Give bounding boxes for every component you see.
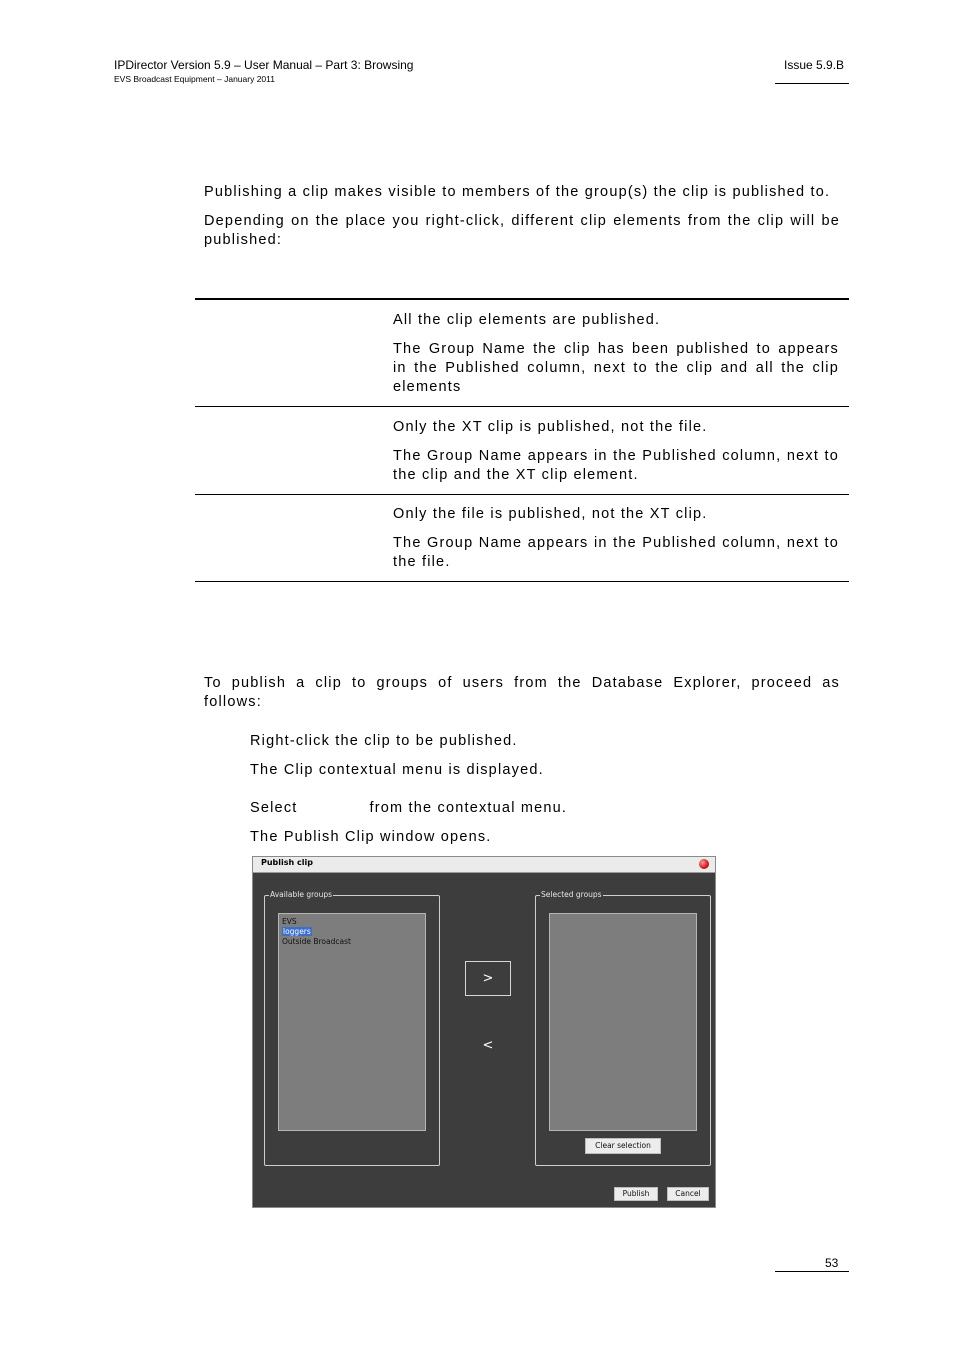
- step-1: Right-click the clip to be published.: [250, 733, 518, 749]
- step-1-result: The Clip contextual menu is displayed.: [250, 762, 544, 778]
- selected-groups-list[interactable]: [549, 913, 697, 1131]
- intro-paragraph-2: Depending on the place you right-click, different clip elements from the clip will be published:: [204, 213, 840, 248]
- publish-clip-dialog: [252, 856, 716, 1208]
- table-row-1-line-1: All the clip elements are published.: [393, 312, 661, 328]
- table-row-1-line-2: The Group Name the clip has been published to appears in the Published column, next to the clip and all the clip elements: [393, 341, 839, 395]
- dialog-title: Publish clip: [261, 858, 313, 867]
- available-groups-list[interactable]: [278, 913, 426, 1131]
- dialog-title-bar: [253, 857, 715, 873]
- available-groups-box: [264, 890, 440, 1166]
- list-item[interactable]: EVS: [282, 917, 297, 926]
- table-top-rule: [195, 298, 849, 300]
- close-icon[interactable]: [699, 859, 709, 869]
- list-item[interactable]: Outside Broadcast: [282, 937, 351, 946]
- intro-paragraph-1: Publishing a clip makes visible to members of the group(s) the clip is published to.: [204, 184, 831, 200]
- procedure-intro: To publish a clip to groups of users from the Database Explorer, proceed as follows:: [204, 675, 840, 710]
- page-number: 53: [825, 1256, 839, 1270]
- header-rule: [775, 83, 849, 84]
- publish-button[interactable]: Publish: [614, 1187, 658, 1201]
- available-groups-label: Available groups: [270, 890, 333, 899]
- footer-rule: [775, 1271, 849, 1272]
- table-bottom-rule: [195, 581, 849, 582]
- table-row-divider: [195, 494, 849, 495]
- table-row-3-line-2: The Group Name appears in the Published column, next to the file.: [393, 535, 839, 570]
- remove-group-button[interactable]: <: [482, 1038, 494, 1053]
- selected-groups-box: [535, 890, 711, 1166]
- list-item[interactable]: loggers: [283, 927, 311, 936]
- table-row-3-line-1: Only the file is published, not the XT clip.: [393, 506, 708, 522]
- header-issue: Issue 5.9.B: [784, 58, 845, 72]
- add-group-button[interactable]: >: [465, 961, 511, 996]
- header-subtitle: EVS Broadcast Equipment – January 2011: [114, 74, 275, 84]
- selected-groups-label: Selected groups: [541, 890, 602, 899]
- step-2-result: The Publish Clip window opens.: [250, 829, 492, 845]
- table-row-divider: [195, 406, 849, 407]
- header-title: IPDirector Version 5.9 – User Manual – Part 3: Browsing: [114, 58, 414, 72]
- clear-selection-button[interactable]: Clear selection: [585, 1138, 661, 1154]
- step-2: [250, 799, 840, 818]
- table-row-2-line-1: Only the XT clip is published, not the file.: [393, 419, 708, 435]
- step-2-rest: from the contextual menu.: [369, 800, 568, 816]
- step-2-select: Select: [250, 800, 298, 816]
- table-row-2-line-2: The Group Name appears in the Published column, next to the clip and the XT clip element.: [393, 448, 839, 483]
- cancel-button[interactable]: Cancel: [667, 1187, 709, 1201]
